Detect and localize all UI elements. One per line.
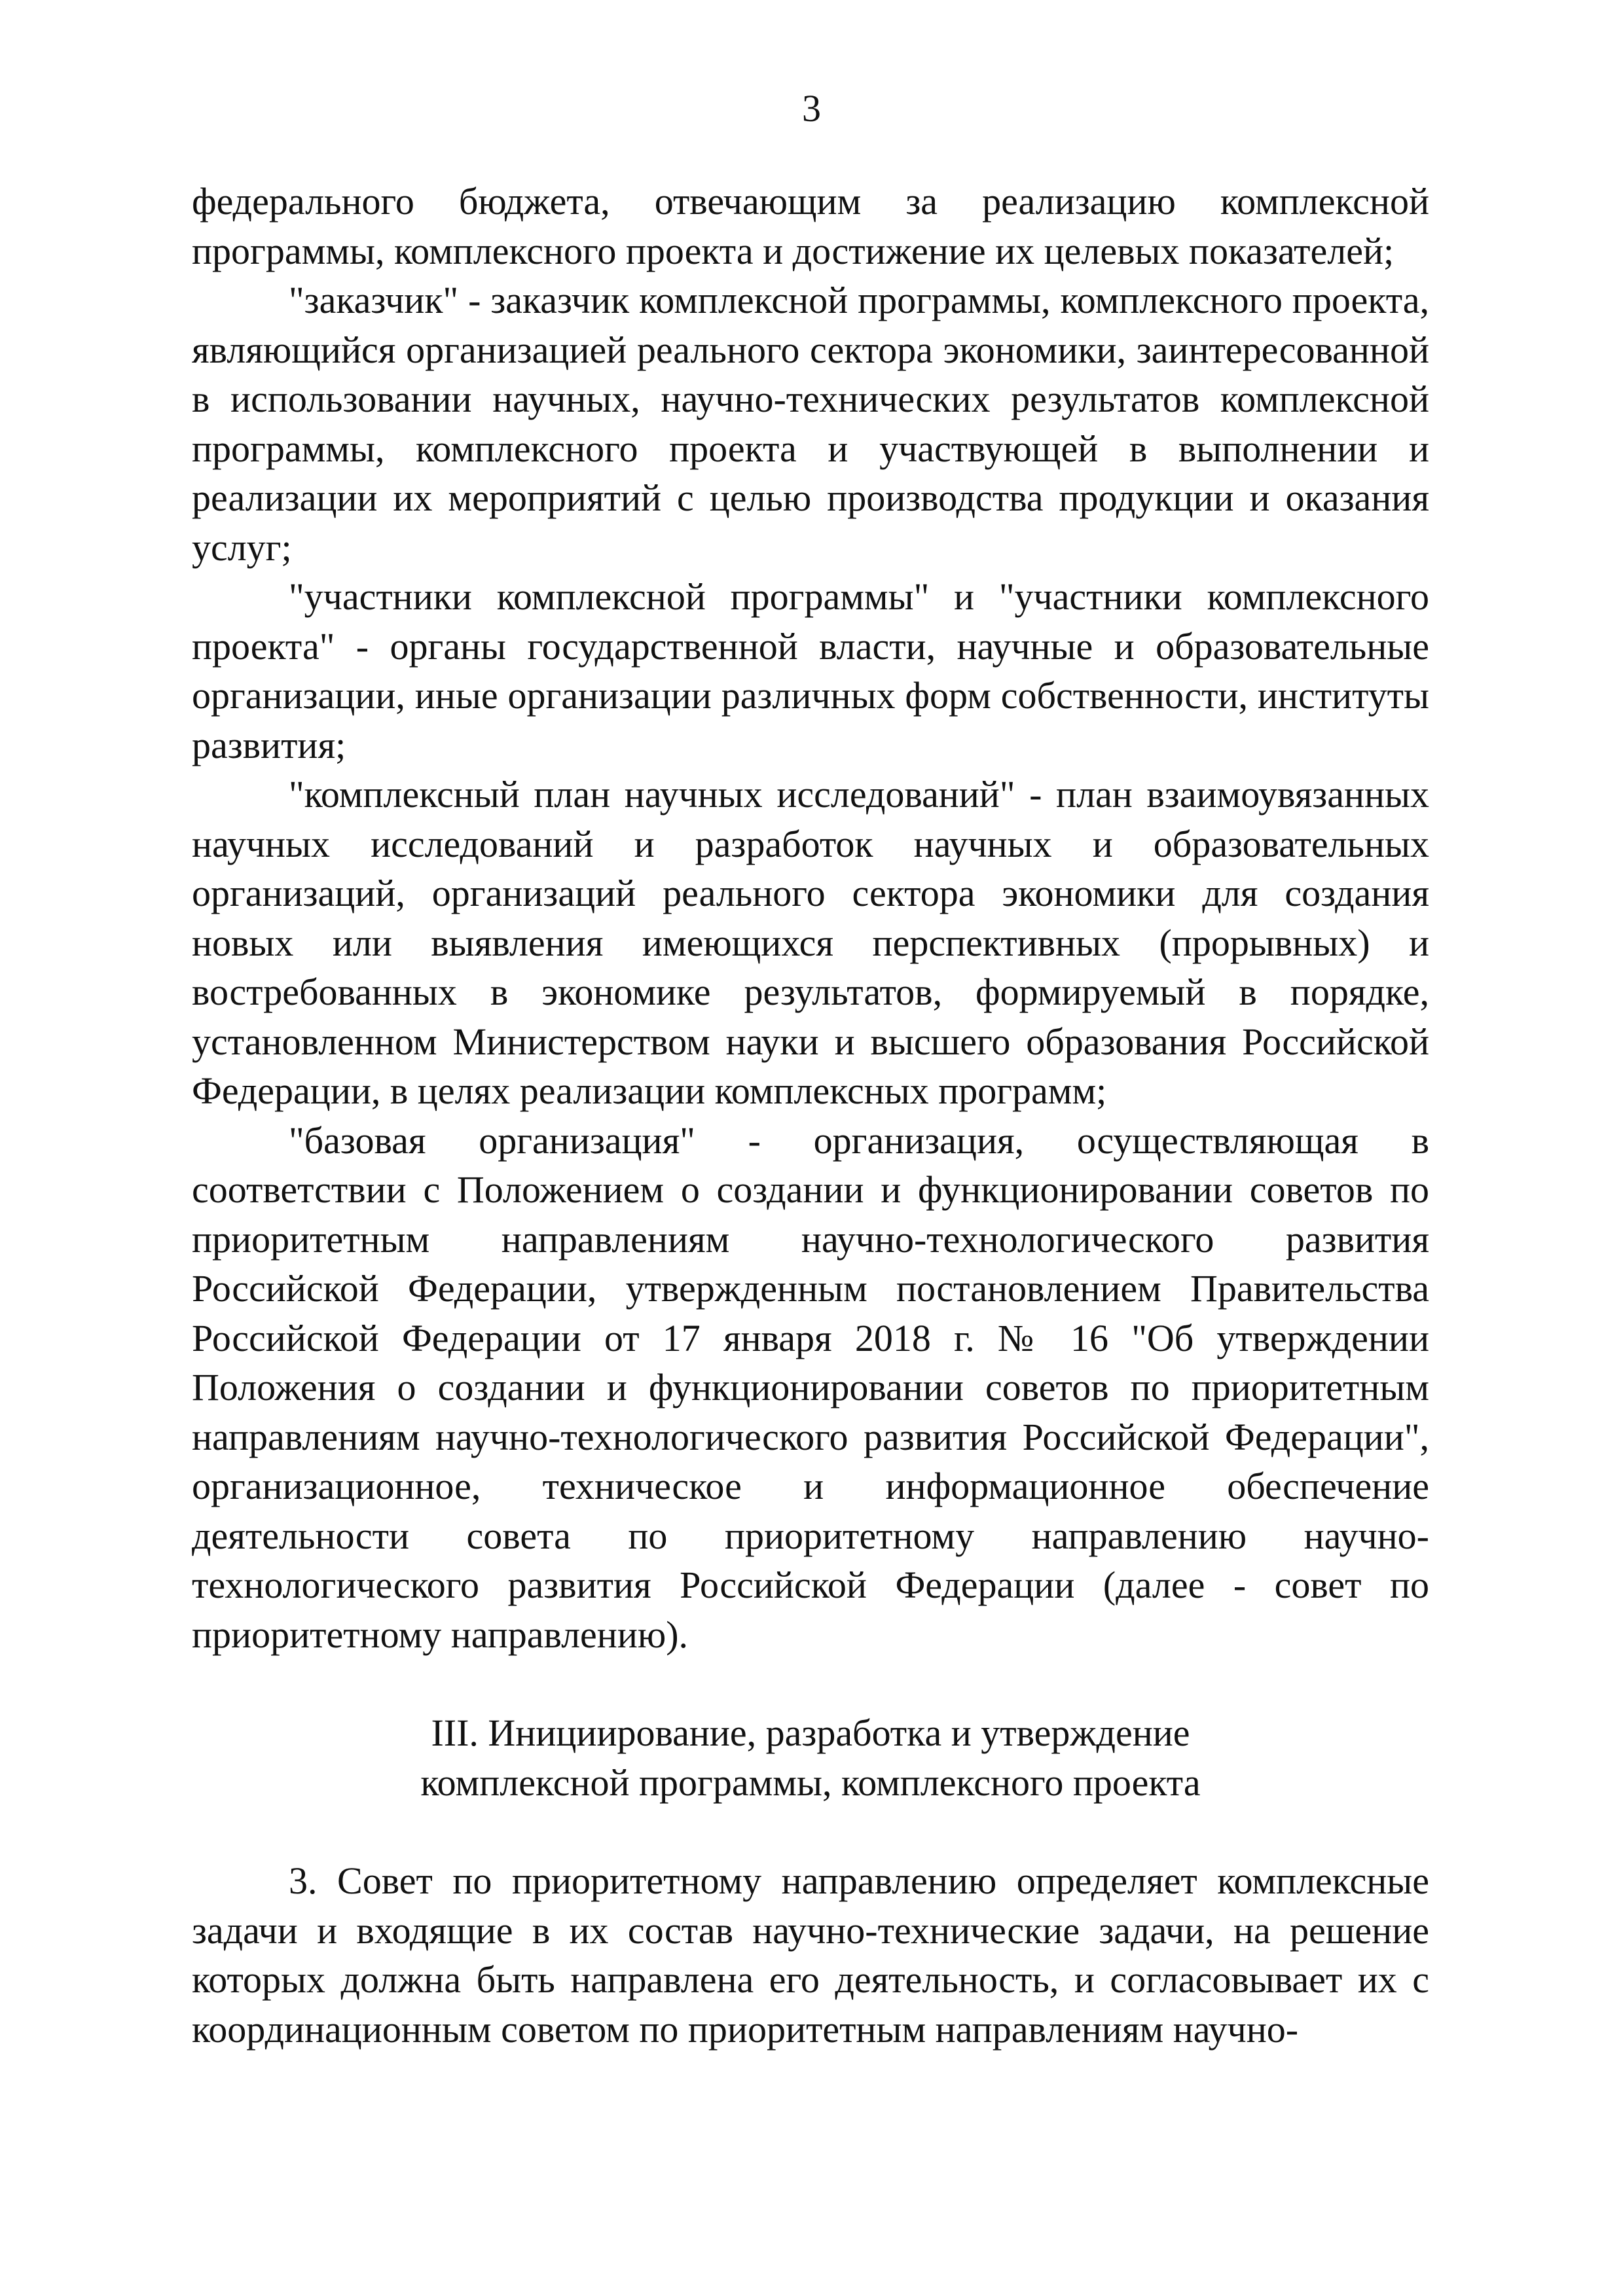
paragraph-research-plan-definition: "комплексный план научных исследований" - план взаимоувязанных научных исследований и разработок научных и образовательных организаций, организаций реального сектора экономики для создания новых или выявления имеющихся перспективных (прорывных) и востребованных в экономике результатов, формируемый в порядке, установленном Министерством науки и высшего образования Российской Федерации, в целях реализации комплексных программ; (192, 773, 1429, 1112)
paragraph-item-3: 3. Совет по приоритетному направлению определяет комплексные задачи и входящие в их состав научно-технические задачи, на решение которых должна быть направлена его деятельность, и согласовывает их с координационным советом по приоритетным направлениям научно- (192, 1859, 1429, 2051)
section-heading-line-2: комплексной программы, комплексного проекта (420, 1761, 1201, 1804)
section-heading (192, 1708, 1429, 1807)
section-heading-line-1: III. Инициирование, разработка и утверждение (431, 1712, 1190, 1754)
paragraph-continuation: федерального бюджета, отвечающим за реализацию комплексной программы, комплексного проекта и достижение их целевых показателей; (192, 180, 1429, 272)
page-number: 3 (802, 87, 821, 130)
paragraph-base-organization-definition: "базовая организация" - организация, осуществляющая в соответствии с Положением о создании и функционировании советов по приоритетным направлениям научно-технологического развития Российской Федерации, утвержденным постановлением Правительства Российской Федерации от 17 января 2018 г. № 16 "Об утверждении Положения о создании и функционировании советов по приоритетным направлениям научно-технологического развития Российской Федерации", организационное, техническое и информационное обеспечение деятельности совета по приоритетному направлению научно-технологического развития Российской Федерации (далее - совет по приоритетному направлению). (192, 1119, 1429, 1656)
paragraph-participants-definition: "участники комплексной программы" и "участники комплексного проекта" - органы государственной власти, научные и образовательные организации, иные организации различных форм собственности, институты развития; (192, 575, 1429, 766)
paragraph-customer-definition: "заказчик" - заказчик комплексной программы, комплексного проекта, являющийся организацией реального сектора экономики, заинтересованной в использовании научных, научно-технических результатов комплексной программы, комплексного проекта и участвующей в выполнении и реализации их мероприятий с целью производства продукции и оказания услуг; (192, 279, 1429, 569)
document-body (192, 177, 1429, 2054)
